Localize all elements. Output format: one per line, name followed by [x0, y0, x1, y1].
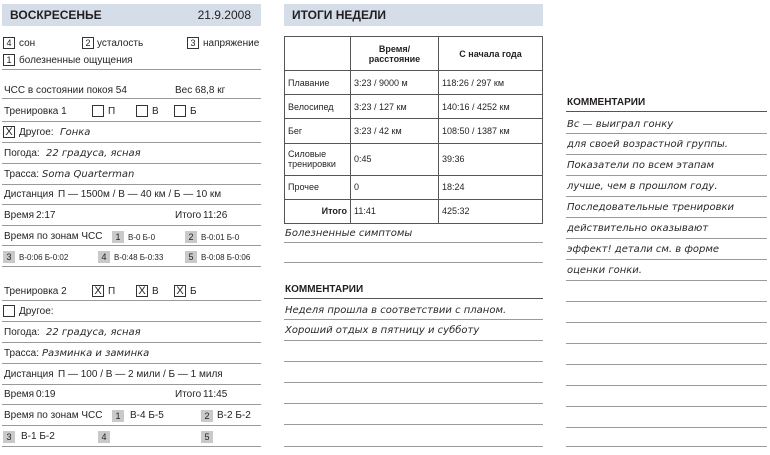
row-ytd: 140:16 / 4252 км: [439, 95, 543, 119]
workout2-zone3-num: 3: [3, 431, 15, 443]
table-row: [285, 119, 543, 143]
workout1-weather: 22 градуса, ясная: [46, 148, 141, 159]
rating-stress-label: напряжение: [203, 38, 260, 49]
table-corner: [285, 37, 351, 71]
right-comment-line: Вс — выиграл гонку: [567, 119, 674, 130]
col-ytd-header: С начала года: [439, 37, 543, 71]
workout2-zone4-num: 4: [98, 431, 110, 443]
symptoms-label: Болезненные симптомы: [285, 228, 413, 239]
row-week: 3:23 / 127 км: [351, 95, 439, 119]
workout1-zone2-num: 2: [185, 231, 197, 243]
workout1-weather-label: Погода:: [4, 148, 40, 159]
workout2-distance-label: Дистанция: [4, 369, 54, 380]
table-row: [285, 71, 543, 95]
row-week: 3:23 / 42 км: [351, 119, 439, 143]
workout1-zone4-num: 4: [98, 251, 110, 263]
row-week: 0: [351, 175, 439, 199]
right-comment-line: Последовательные тренировки: [567, 202, 735, 213]
row-ytd: 18:24: [439, 175, 543, 199]
workout1-zone5-num: 5: [185, 251, 197, 263]
right-comment-line: эффект! детали см. в форме: [567, 244, 720, 255]
workout2-total-label: Итого: [175, 389, 202, 400]
workout1-title: Тренировка 1: [4, 106, 67, 117]
row-label: Бег: [285, 119, 351, 143]
workout2-weather-label: Погода:: [4, 327, 40, 338]
row-label: Итого: [285, 199, 351, 223]
workout2-zone3-value: В-1 Б-2: [21, 431, 55, 442]
workout1-bike-label: В: [152, 106, 159, 117]
weight: Вес 68,8 кг: [175, 85, 226, 96]
row-ytd: 108:50 / 1387 км: [439, 119, 543, 143]
row-ytd: 118:26 / 297 км: [439, 71, 543, 95]
right-comment-line: Показатели по всем этапам: [567, 160, 715, 171]
right-comment-line: лучше, чем в прошлом году.: [567, 181, 718, 192]
workout2-swim-checkbox[interactable]: X: [92, 285, 104, 297]
day-name: ВОСКРЕСЕНЬЕ: [10, 8, 102, 22]
workout1-zone1-num: 1: [112, 231, 124, 243]
workout1-distance-label: Дистанция: [4, 189, 54, 200]
rating-stress-box[interactable]: 3: [187, 37, 199, 49]
right-comment-line: для своей возрастной группы.: [567, 139, 728, 150]
row-label: Прочее: [285, 175, 351, 199]
rating-pain-label: болезненные ощущения: [19, 55, 133, 66]
workout2-distance: П — 100 / В — 2 мили / Б — 1 миля: [58, 369, 223, 380]
rating-sleep-box[interactable]: 4: [3, 37, 15, 49]
right-comment-line: оценки гонки.: [567, 265, 642, 276]
table-row: [285, 95, 543, 119]
workout1-zones-label: Время по зонам ЧСС: [4, 231, 103, 242]
workout1-distance: П — 1500м / В — 40 км / Б — 10 км: [58, 189, 222, 200]
workout1-total: 11:26: [203, 210, 228, 221]
rating-fatigue-label: усталость: [97, 38, 144, 49]
workout2-time-label: Время: [4, 389, 35, 400]
workout1-other-checkbox[interactable]: X: [3, 126, 15, 138]
rating-sleep-label: сон: [19, 38, 36, 49]
workout1-swim-label: П: [108, 106, 116, 117]
workout2-zone5-num: 5: [201, 431, 213, 443]
rating-fatigue-box[interactable]: 2: [82, 37, 94, 49]
middle-comment-line: Хороший отдых в пятницу и субботу: [285, 325, 480, 336]
rating-pain-box[interactable]: 1: [3, 54, 15, 66]
workout2-time: 0:19: [36, 389, 56, 400]
row-ytd: 39:36: [439, 143, 543, 175]
row-label: Плавание: [285, 71, 351, 95]
workout2-zone1-num: 1: [112, 410, 124, 422]
workout2-route: Разминка и заминка: [42, 348, 150, 359]
workout1-zone4-value: В-0:48 Б-0:33: [114, 253, 164, 262]
day-header: [2, 4, 261, 26]
workout2-other-checkbox[interactable]: [3, 305, 15, 317]
middle-comments-header: КОММЕНТАРИИ: [285, 284, 364, 295]
workout1-zone3-num: 3: [3, 251, 15, 263]
workout2-zones-label: Время по зонам ЧСС: [4, 410, 103, 421]
workout1-route: Soma Quarterman: [42, 169, 135, 180]
row-week: 3:23 / 9000 м: [351, 71, 439, 95]
day-date: 21.9.2008: [197, 8, 251, 22]
workout2-weather: 22 градуса, ясная: [46, 327, 141, 338]
workout1-time-label: Время: [4, 210, 35, 221]
workout2-total: 11:45: [203, 389, 228, 400]
workout2-zone2-value: В-2 Б-2: [217, 410, 251, 421]
table-row: [285, 199, 543, 223]
workout2-route-label: Трасса:: [4, 348, 40, 359]
workout2-title: Тренировка 2: [4, 286, 67, 297]
workout1-other-label: Другое:: [19, 127, 54, 138]
middle-comment-line: Неделя прошла в соответствии с планом.: [285, 305, 507, 316]
workout1-zone1-value: В-0 Б-0: [128, 233, 156, 242]
workout1-other-value: Гонка: [60, 127, 91, 138]
row-ytd: 425:32: [439, 199, 543, 223]
workout1-run-checkbox[interactable]: [174, 105, 186, 117]
workout1-swim-checkbox[interactable]: [92, 105, 104, 117]
table-row: [285, 175, 543, 199]
workout2-bike-label: В: [152, 286, 159, 297]
row-week: 11:41: [351, 199, 439, 223]
workout2-run-label: Б: [190, 286, 197, 297]
row-label: Силовые тренировки: [285, 143, 351, 175]
workout1-route-label: Трасса:: [4, 169, 40, 180]
workout1-bike-checkbox[interactable]: [136, 105, 148, 117]
workout1-zone5-value: В-0:08 Б-0:06: [201, 253, 251, 262]
workout2-swim-label: П: [108, 286, 116, 297]
workout2-bike-checkbox[interactable]: X: [136, 285, 148, 297]
workout1-time: 2:17: [36, 210, 56, 221]
rest-hr: ЧСС в состоянии покоя 54: [4, 85, 127, 96]
row-label: Велосипед: [285, 95, 351, 119]
workout2-other-label: Другое:: [19, 306, 54, 317]
col-week-header: Время/ расстояние: [351, 37, 439, 71]
right-comment-line: действительно оказывают: [567, 223, 709, 234]
workout1-zone2-value: В-0:01 Б-0: [201, 233, 240, 242]
workout1-run-label: Б: [190, 106, 197, 117]
workout1-total-label: Итого: [175, 210, 202, 221]
week-summary-header: ИТОГИ НЕДЕЛИ: [284, 4, 543, 26]
workout2-zone2-num: 2: [201, 410, 213, 422]
workout1-zone3-value: В-0:06 Б-0:02: [19, 253, 69, 262]
table-row: [285, 143, 543, 175]
workout2-run-checkbox[interactable]: X: [174, 285, 186, 297]
right-comments-header: КОММЕНТАРИИ: [567, 97, 646, 108]
week-summary-table: [284, 36, 543, 224]
row-week: 0:45: [351, 143, 439, 175]
workout2-zone1-value: В-4 Б-5: [130, 410, 164, 421]
